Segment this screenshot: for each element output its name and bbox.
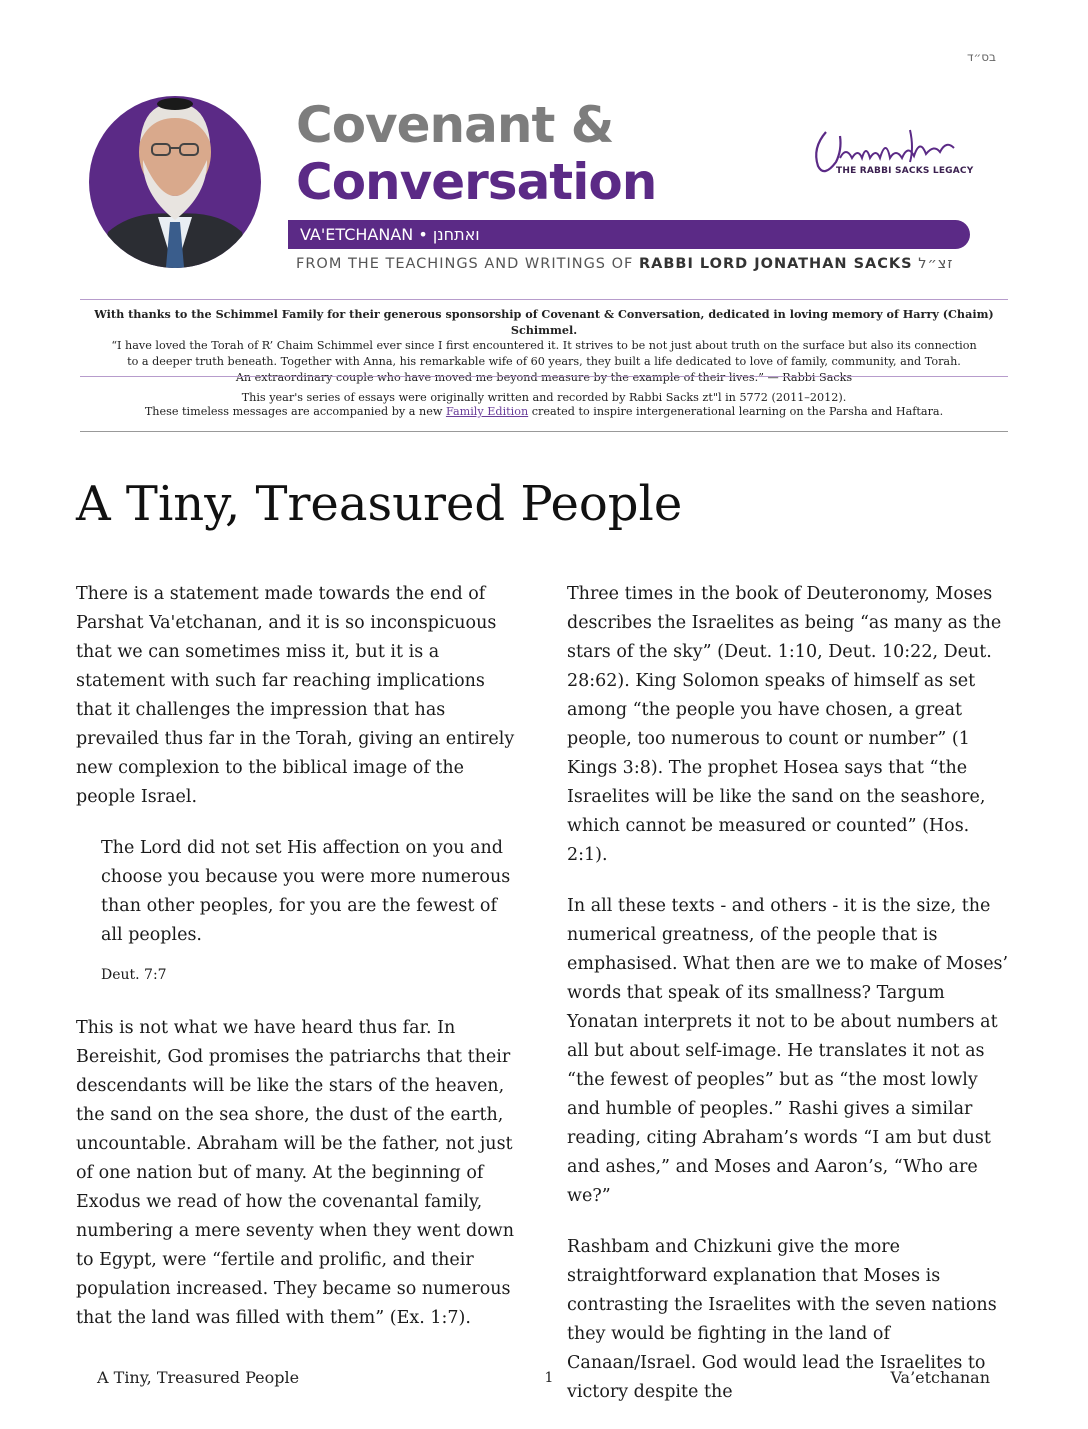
article-column-left: [76, 580, 521, 1355]
paragraph: There is a statement made towards the end of Parshat Va'etchanan, and it is so inconspicuous that we can sometimes miss it, but it is a statement with such far reaching implications that it challenges the impression that has prevailed thus far in the Torah, giving an entirely new complexion to the biblical image of the people Israel.: [76, 584, 515, 807]
publication-title-line1: Covenant &: [296, 96, 614, 154]
parsha-banner: [288, 220, 970, 249]
sponsor-dedication: [80, 306, 1008, 386]
sponsor-line-2: “I have loved the Torah of R’ Chaim Schimmel ever since I first encountered it. It strives to be not just about truth on the surface but also its connection: [111, 339, 977, 352]
divider-middle: [80, 376, 1008, 377]
footer-title: A Tiny, Treasured People: [97, 1368, 300, 1387]
bsd-mark: בס״ד: [966, 50, 996, 64]
divider-top: [80, 299, 1008, 300]
publication-title-line2: Conversation: [296, 153, 657, 211]
quote-citation: Deut. 7:7: [101, 967, 167, 983]
footer-parsha: Va’etchanan: [890, 1368, 990, 1387]
attribution-line: [296, 256, 953, 272]
page-number: 1: [544, 1370, 554, 1386]
series-line-2-pre: These timeless messages are accompanied by a new: [144, 405, 446, 418]
divider-bottom: [80, 431, 1008, 432]
series-line-1: This year's series of essays were originally written and recorded by Rabbi Sacks zt"l in 5772 (2011–2012).: [241, 391, 847, 404]
parsha-name: VA'ETCHANAN • ואתחנן: [300, 225, 480, 244]
block-quote: [101, 834, 521, 950]
signature-logo: [806, 118, 966, 188]
attribution-suffix: זצ״ל: [912, 256, 954, 272]
sponsor-line-3: to a deeper truth beneath. Together with Anna, his remarkable wife of 60 years, they built a life dedicated to love of family, community, and Torah.: [127, 355, 961, 368]
paragraph: Three times in the book of Deuteronomy, Moses describes the Israelites as being “as many as the stars of the sky” (Deut. 1:10, Deut. 10:22, Deut. 28:62). King Solomon speaks of himself as set among “the people you have chosen, a great people, too numerous to count or number” (1 Kings 3:8). The prophet Hosea says that “the Israelites will be like the sand on the seashore, which cannot be measured or counted” (Hos. 2:1).: [567, 584, 1002, 865]
series-line-2: [80, 405, 1008, 419]
paragraph: In all these texts - and others - it is the size, the numerical greatness, of the people that is emphasised. What then are we to make of Moses’ words that speak of its smallness? Targum Yonatan interprets it not to be about numbers at all but about self-image. He translates it not as “the fewest of peoples” but as “the most lowly and humble of peoples.” Rashi gives a similar reading, citing Abraham’s words “I am but dust and ashes,” and Moses and Aaron’s, “Who are we?”: [567, 896, 1009, 1206]
paragraph: This is not what we have heard thus far. In Bereishit, God promises the patriarchs that their descendants will be like the stars of the heaven, the sand on the sea shore, the dust of the earth, uncountable. Abraham will be the father, not just of one nation but of many. At the beginning of Exodus we read of how the covenantal family, numbering a mere seventy when they went down to Egypt, were “fertile and prolific, and their population increased. They became so numerous that the land was filled with them” (Ex. 1:7).: [76, 1018, 514, 1328]
quote-text: The Lord did not set His affection on you and choose you because you were more numerous than other peoples, for you are the fewest of all peoples.: [101, 838, 511, 945]
paragraph: Rashbam and Chizkuni give the more straightforward explanation that Moses is contrasting the Israelites with the seven nations they would be fighting in the land of Canaan/Israel. God would lead the Israelites to victory despite the: [567, 1237, 997, 1402]
sponsor-line-1: With thanks to the Schimmel Family for their generous sponsorship of Covenant & Conversation, dedicated in loving memory of Harry (Chaim) Schimmel.: [94, 307, 994, 337]
attribution-name: RABBI LORD JONATHAN SACKS: [638, 256, 913, 272]
rabbi-portrait-image: [88, 82, 262, 272]
sponsor-line-4: An extraordinary couple who have moved me beyond measure by the example of their lives.” — Rabbi Sacks: [235, 371, 853, 384]
series-line-2-post: created to inspire intergenerational learning on the Parsha and Haftara.: [528, 405, 944, 418]
signature-caption: THE RABBI SACKS LEGACY: [836, 166, 974, 176]
article-column-right: [567, 580, 1012, 1429]
family-edition-link[interactable]: Family Edition: [445, 405, 529, 418]
article-title: A Tiny, Treasured People: [76, 476, 683, 532]
attribution-prefix: FROM THE TEACHINGS AND WRITINGS OF: [296, 256, 639, 272]
series-note: [80, 391, 1008, 419]
